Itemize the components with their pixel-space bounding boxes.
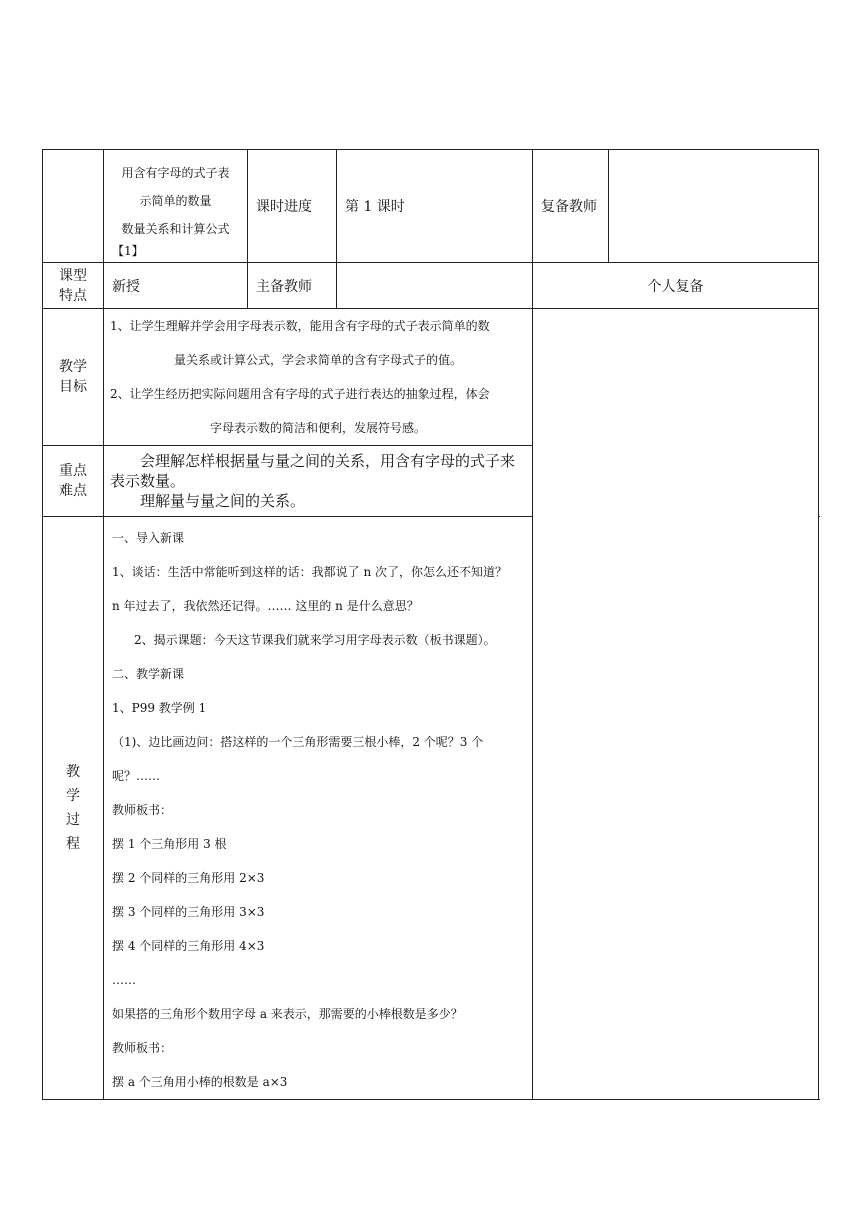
process-line: 二、教学新课 [112, 667, 185, 681]
goals-content [104, 309, 533, 446]
focus-content [104, 446, 533, 517]
process-line: 如果搭的三角形个数用字母 a 来表示，那需要的小棒根数是多少？ [112, 1007, 463, 1021]
type-row [43, 263, 819, 309]
goal-line-2: 量关系或计算公式，学会求简单的含有字母式子的值。 [173, 353, 462, 367]
process-line: 呢？…… [112, 769, 161, 783]
focus-label: 重点 难点 [43, 446, 104, 517]
process-line: n 年过去了，我依然还记得。…… 这里的 n 是什么意思？ [112, 599, 419, 613]
personal-prep-area [533, 309, 819, 1100]
process-line: （1)、边比画边问：搭这样的一个三角形需要三根小棒，2 个呢？3 个 [112, 735, 484, 749]
title-line-3: 数量关系和计算公式 [121, 222, 230, 236]
main-teacher-value [337, 263, 533, 309]
process-line: 摆 4 个同样的三角形用 4×3 [112, 939, 265, 953]
process-line: 一、导入新课 [112, 531, 185, 545]
process-line: 教师板书： [112, 1041, 173, 1055]
process-line: 摆 3 个同样的三角形用 3×3 [112, 905, 265, 919]
goal-line-4: 字母表示数的简洁和便利，发展符号感。 [209, 421, 426, 435]
focus-line-3: 理解量与量之间的关系。 [140, 492, 306, 510]
goals-label: 教学 目标 [43, 309, 104, 446]
process-line: 摆 a 个三角用小棒的根数是 a×3 [112, 1075, 288, 1089]
lesson-title [104, 150, 248, 263]
personal-prep-header: 个人复备 [533, 263, 819, 309]
goal-line-1: 1、让学生理解并学会用字母表示数，能用含有字母的式子表示简单的数 [110, 319, 490, 333]
header-empty-cell [43, 150, 104, 263]
process-line: 教师板书： [112, 803, 173, 817]
process-line: 2、揭示课题：今天这节课我们就来学习用字母表示数（板书课题）。 [134, 633, 496, 647]
process-line: …… [112, 973, 136, 987]
title-line-4: 【1】 [112, 244, 144, 258]
process-label: 教 学 过 程 [43, 517, 104, 1100]
process-content [104, 517, 533, 1100]
progress-value: 第 1 课时 [337, 150, 533, 263]
process-line: 1、P99 教学例 1 [112, 701, 207, 715]
main-teacher-label: 主备教师 [248, 263, 337, 309]
progress-label: 课时进度 [248, 150, 337, 263]
goal-line-3: 2、让学生经历把实际问题用含有字母的式子进行表达的抽象过程，体会 [110, 387, 490, 401]
type-value: 新授 [104, 263, 248, 309]
focus-line-2: 表示数量。 [110, 472, 186, 490]
process-line: 1、谈话：生活中常能听到这样的话：我都说了 n 次了，你怎么还不知道？ [112, 565, 507, 579]
goals-row [43, 309, 819, 446]
process-line: 摆 1 个三角形用 3 根 [112, 837, 227, 851]
header-row [43, 150, 819, 263]
title-line-1: 用含有字母的式子表 [121, 166, 230, 180]
lesson-plan-table [42, 149, 819, 1100]
focus-line-1: 会理解怎样根据量与量之间的关系，用含有字母的式子来 [140, 452, 516, 470]
prep-teacher-label: 复备教师 [533, 150, 609, 263]
title-line-2: 示简单的数量 [139, 194, 212, 208]
type-label: 课型 特点 [43, 263, 104, 309]
process-line: 摆 2 个同样的三角形用 2×3 [112, 871, 265, 885]
prep-teacher-value [609, 150, 819, 263]
